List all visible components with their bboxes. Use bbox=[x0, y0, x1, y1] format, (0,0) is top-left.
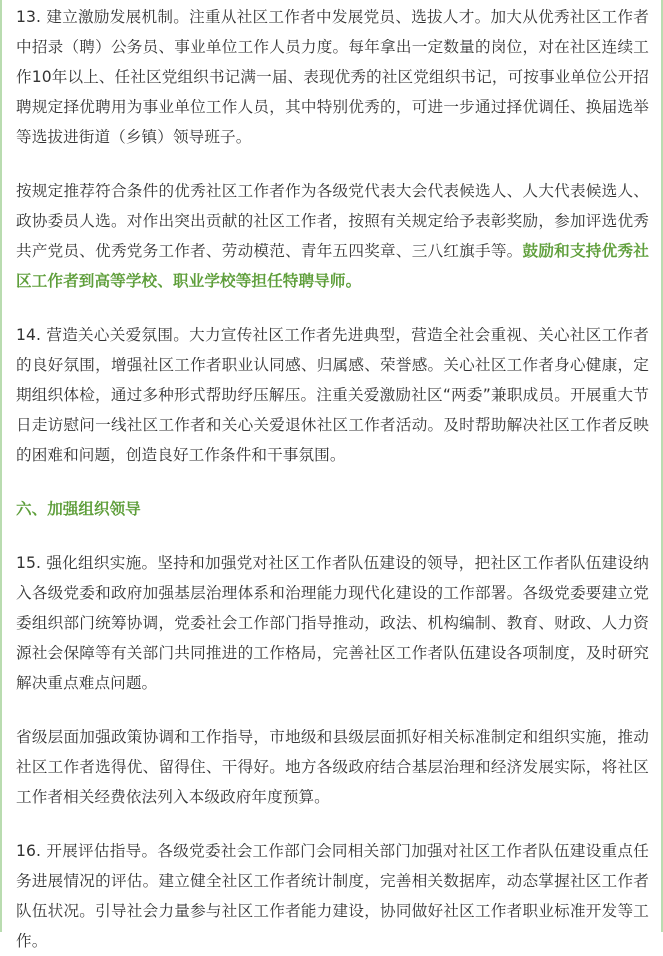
paragraph-15-continued: 省级层面加强政策协调和工作指导，市地级和县级层面抓好相关标准制定和组织实施，推动社区工作者选得优、留得住、干得好。地方各级政府结合基层治理和经济发展实际，将社区工作者相关经费依法列入本级政府年度预算。 bbox=[16, 728, 649, 806]
section-heading-6: 六、加强组织领导 bbox=[16, 500, 141, 518]
paragraph-14: 14. 营造关心关爱氛围。大力宣传社区工作者先进典型，营造全社会重视、关心社区工作者的良好氛围，增强社区工作者职业认同感、归属感、荣誉感。关心社区工作者身心健康，定期组织体检，通过多种形式帮助纾压解压。注重关爱激励社区“两委”兼职成员。开展重大节日走访慰问一线社区工作者和关心关爱退休社区工作者活动。及时帮助解决社区工作者反映的困难和问题，创造良好工作条件和干事氛围。 bbox=[16, 326, 649, 464]
paragraph-13-highlight: 鼓励和支持优秀社区工作者到高等学校、职业学校等担任特聘导师。 bbox=[16, 242, 649, 290]
paragraph-15: 15. 强化组织实施。坚持和加强党对社区工作者队伍建设的领导，把社区工作者队伍建设纳入各级党委和政府加强基层治理体系和治理能力现代化建设的工作部署。各级党委要建立党委组织部门统筹协调，党委社会工作部门指导推动，政法、机构编制、教育、财政、人力资源社会保障等有关部门共同推进的工作格局，完善社区工作者队伍建设各项制度，及时研究解决重点难点问题。 bbox=[16, 554, 649, 692]
paragraph-13: 13. 建立激励发展机制。注重从社区工作者中发展党员、选拔人才。加大从优秀社区工作者中招录（聘）公务员、事业单位工作人员力度。每年拿出一定数量的岗位，对在社区连续工作10年以上、任社区党组织书记满一届、表现优秀的社区党组织书记，可按事业单位公开招聘规定择优聘用为事业单位工作人员，其中特别优秀的，可进一步通过择优调任、换届选举等选拔进街道（乡镇）领导班子。 bbox=[16, 8, 649, 146]
paragraph-16: 16. 开展评估指导。各级党委社会工作部门会同相关部门加强对社区工作者队伍建设重点任务进展情况的评估。建立健全社区工作者统计制度，完善相关数据库，动态掌握社区工作者队伍状况。引导社会力量参与社区工作者能力建设，协同做好社区工作者职业标准开发等工作。 bbox=[16, 842, 649, 950]
article-content bbox=[16, 2, 649, 956]
paragraph-13-continued-text: 按规定推荐符合条件的优秀社区工作者作为各级党代表大会代表候选人、人大代表候选人、政协委员人选。对作出突出贡献的社区工作者，按照有关规定给予表彰奖励，参加评选优秀共产党员、优秀党务工作者、劳动模范、青年五四奖章、三八红旗手等。 bbox=[16, 182, 649, 260]
paragraph-13-continued bbox=[16, 176, 649, 296]
